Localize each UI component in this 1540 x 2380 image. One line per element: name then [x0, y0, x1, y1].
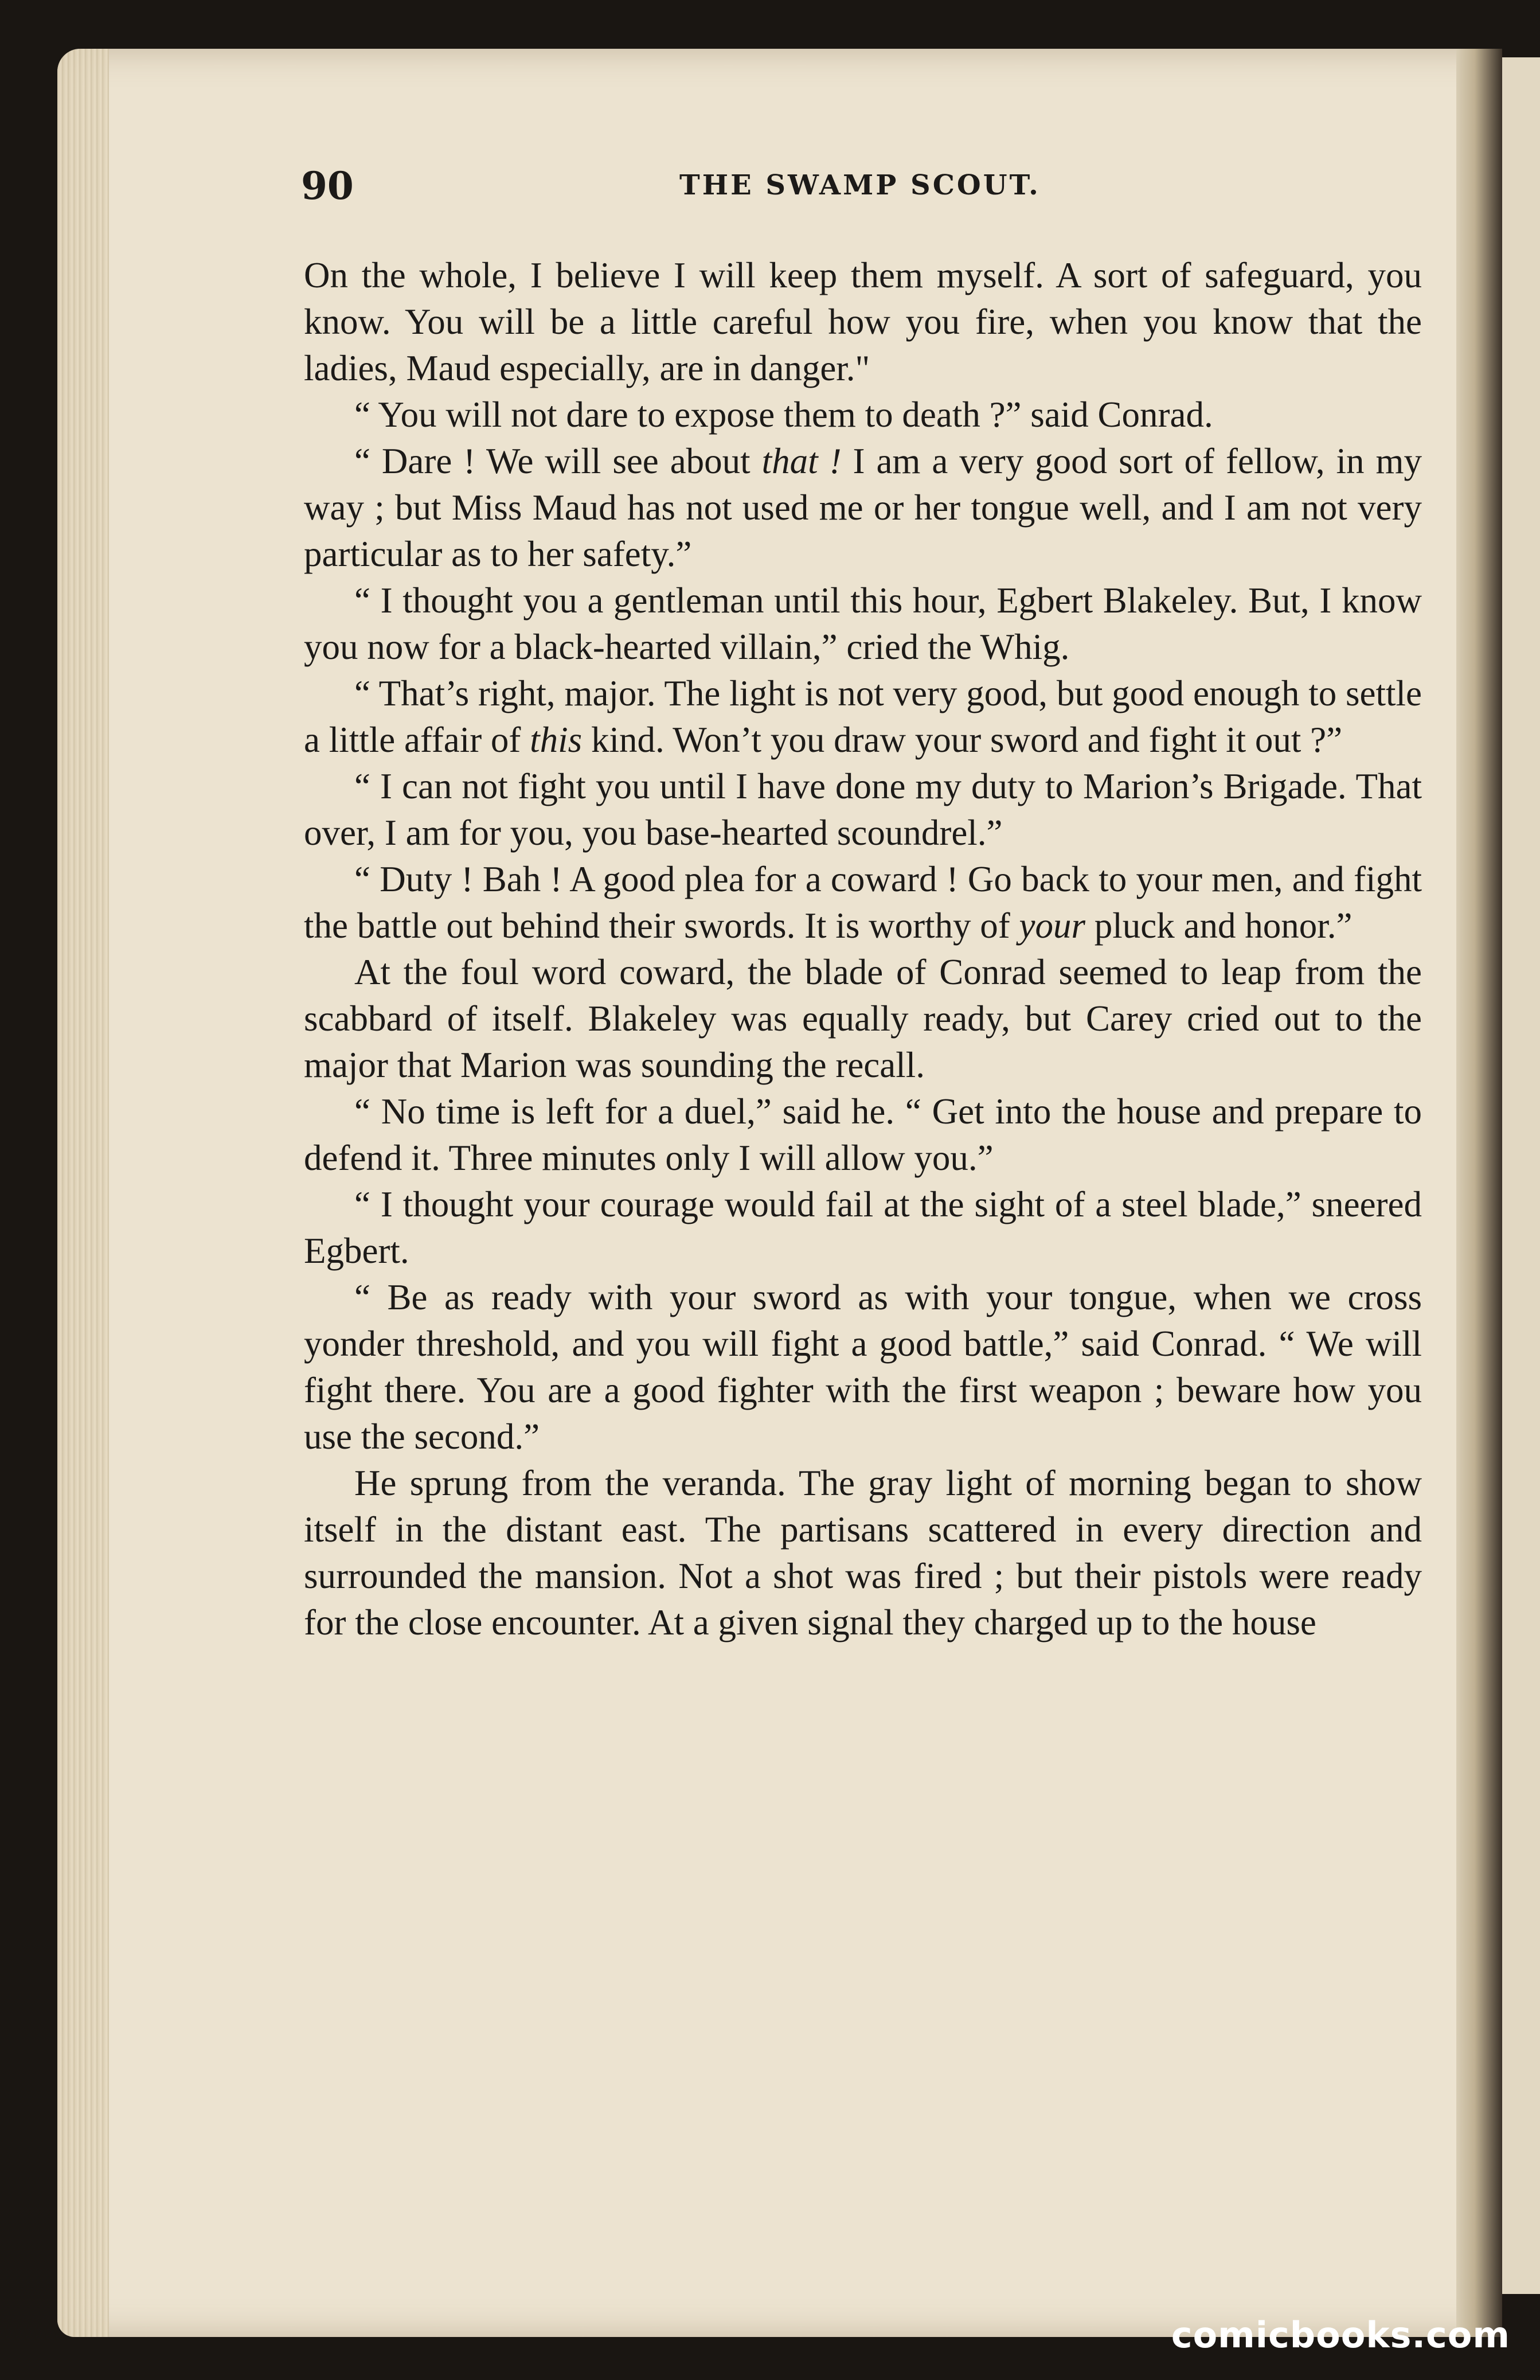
text-segment: pluck and honor.” — [1085, 906, 1353, 946]
italic-text: that ! — [761, 441, 842, 481]
text-segment: “ No time is left for a duel,” said he. “ Get into the house and prepare to defend it. Three minutes only I will allow you.” — [304, 1091, 1422, 1178]
text-segment: “ Duty ! Bah ! A good plea for a coward ! Go back to your men, and fight the battle out behind their swords. It is worthy of — [304, 859, 1422, 946]
paragraph — [304, 1088, 1422, 1181]
page-header — [301, 163, 1425, 215]
paragraph — [304, 438, 1422, 578]
paragraph — [304, 670, 1422, 763]
text-segment: kind. Won’t you draw your sword and fight it out ?” — [582, 720, 1343, 760]
text-segment: “ I thought you a gentleman until this hour, Egbert Blakeley. But, I know you now for a black-hearted villain,” cried the Whig. — [304, 580, 1422, 667]
paragraph — [304, 578, 1422, 670]
paragraph — [304, 252, 1422, 392]
text-segment: He sprung from the veranda. The gray light of morning began to show itself in the distant east. The partisans scattered in every direction and surrounded the mansion. Not a shot was fired ; but their pistols were ready for the close encounter. At a given signal they charged up to the house — [304, 1463, 1422, 1642]
text-segment: On the whole, I believe I will keep them myself. A sort of safeguard, you know. You will be a little careful how you fire, when you know that the ladies, Maud especially, are in danger." — [304, 255, 1422, 388]
paragraph — [304, 949, 1422, 1088]
paragraph — [304, 856, 1422, 949]
next-page-edge — [1502, 57, 1540, 2294]
paragraph — [304, 1460, 1422, 1646]
text-segment: At the foul word coward, the blade of Conrad seemed to leap from the scabbard of itself. Blakeley was equally ready, but Carey cried out to the major that Marion was sounding the recall. — [304, 952, 1422, 1085]
watermark: comicbooks.com — [1171, 2314, 1510, 2356]
book-gutter — [1456, 49, 1502, 2337]
paragraph — [304, 1181, 1422, 1274]
text-segment: “ I thought your courage would fail at the sight of a steel blade,” sneered Egbert. — [304, 1184, 1422, 1271]
text-segment: “ I can not fight you until I have done my duty to Marion’s Brigade. That over, I am for you, you base-hearted scoundrel.” — [304, 766, 1422, 853]
page-number: 90 — [301, 163, 354, 208]
text-segment: I am a very good sort of fellow, in my way ; but Miss Maud has not used me or her tongue well, and I am not very particular as to her safety.” — [304, 441, 1422, 574]
paragraph — [304, 1274, 1422, 1460]
italic-text: this — [530, 720, 583, 760]
paragraph — [304, 763, 1422, 856]
body-text — [304, 252, 1422, 1646]
running-head: THE SWAMP SCOUT. — [679, 169, 1041, 201]
text-segment: “ Be as ready with your sword as with your tongue, when we cross yonder threshold, and you will fight a good battle,” said Conrad. “ We will fight there. You are a good fighter with the first weapon ; beware how you use the second.” — [304, 1277, 1422, 1457]
text-segment: “ Dare ! We will see about — [354, 441, 762, 481]
page-edges — [57, 49, 109, 2337]
italic-text: your — [1019, 906, 1086, 946]
text-segment: “ That’s right, major. The light is not very good, but good enough to settle a little affair of — [304, 673, 1422, 760]
text-segment: “ You will not dare to expose them to death ?” said Conrad. — [354, 395, 1213, 435]
paragraph — [304, 392, 1422, 438]
